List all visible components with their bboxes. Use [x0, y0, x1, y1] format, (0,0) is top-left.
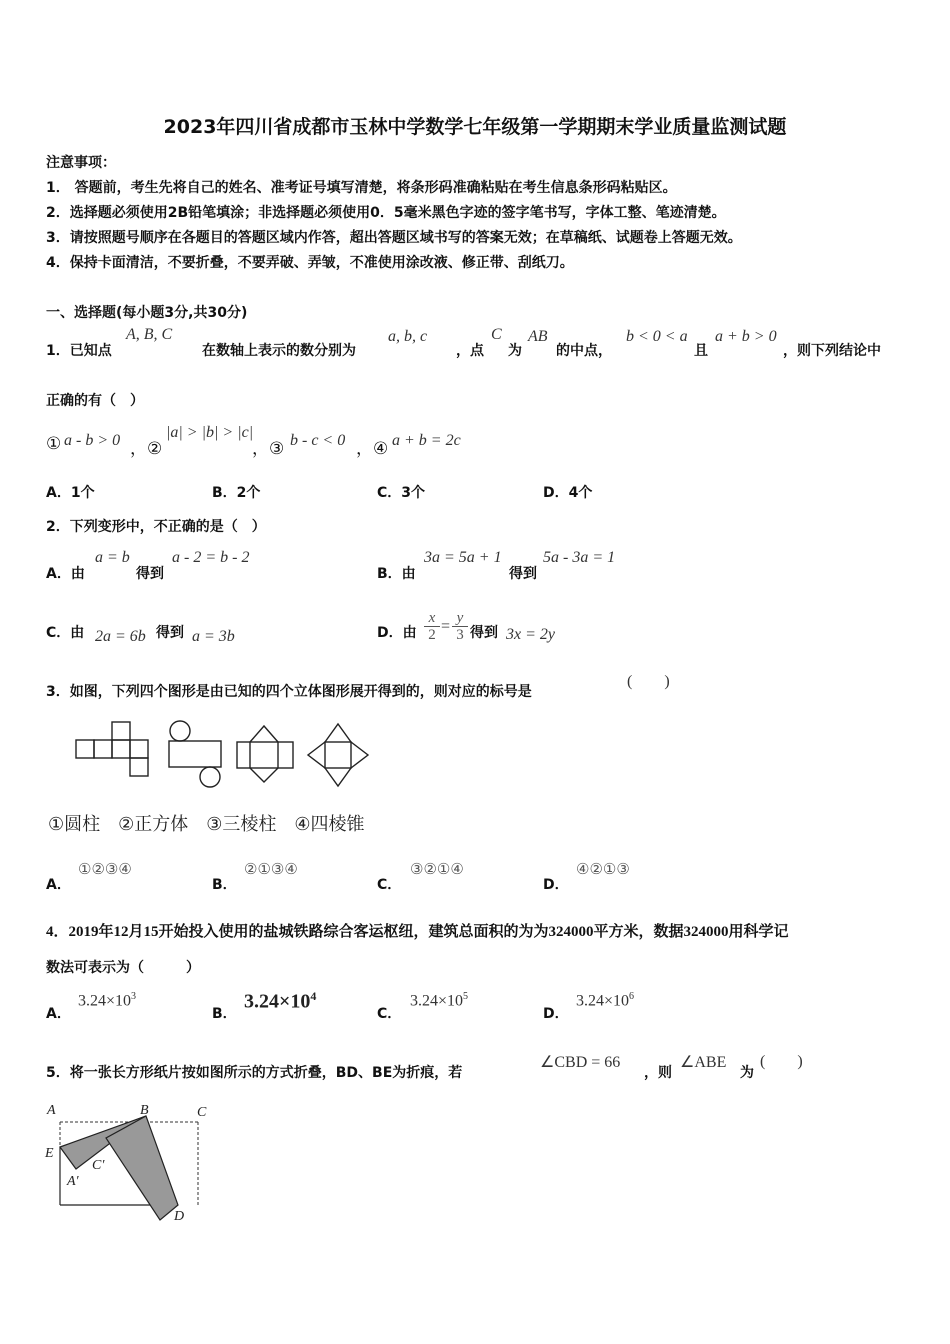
q1-stem-part2: 在数轴上表示的数分别为 — [202, 343, 356, 359]
q5-paren: ( ) — [760, 1053, 803, 1070]
q1-math-cond1: b < 0 < a — [626, 328, 688, 345]
q1-math-ab: AB — [528, 328, 548, 345]
q2-option-c-mid: 得到 — [156, 625, 184, 641]
q2-option-c-expr1: 2a = 6b — [95, 628, 146, 645]
q2-option-d-mid: 得到 — [470, 625, 498, 641]
q4-option-c-value: $3.24\times 10^5$ — [410, 991, 469, 1010]
q3-option-c-label[interactable]: C． — [377, 877, 402, 893]
q4-option-a-value: $3.24\times 10^3$ — [78, 991, 137, 1010]
q2-option-a-expr2: a - 2 = b - 2 — [172, 549, 250, 566]
q2-option-b-label[interactable]: B．由 — [377, 566, 416, 582]
notice-item-3: 3．请按照题号顺序在各题目的答题区域内作答，超出答题区域书写的答案无效；在草稿纸、试题卷上答题无效。 — [46, 230, 742, 246]
q1-statement-3: b - c < 0 — [290, 432, 346, 449]
label-c-prime: C′ — [92, 1158, 105, 1173]
q5-fold-figure — [40, 1098, 220, 1228]
q2-stem: 2．下列变形中，不正确的是（ ） — [46, 519, 266, 535]
q1-sep-1: ，② — [130, 439, 163, 459]
q1-stem-part4: 为 — [508, 343, 522, 359]
q1-sep-3: ，④ — [356, 439, 389, 459]
q1-option-b[interactable]: B．2个 — [212, 485, 261, 501]
notice-item-4: 4．保持卡面清洁，不要折叠，不要弄破、弄皱，不准使用涂改液、修正带、刮纸刀。 — [46, 255, 574, 271]
q3-stem: 3．如图，下列四个图形是由已知的四个立体图形展开得到的，则对应的标号是 — [46, 684, 532, 700]
q3-paren: ( ) — [627, 673, 670, 690]
q4-option-d-value: $3.24\times 10^6$ — [576, 991, 635, 1010]
q1-option-d[interactable]: D．4个 — [543, 485, 593, 501]
q2-option-b-expr1: 3a = 5a + 1 — [424, 549, 502, 566]
q3-solids-legend: ①圆柱 ②正方体 ③三棱柱 ④四棱锥 — [48, 814, 365, 835]
q2-option-d-frac-x: x 2 — [424, 610, 440, 643]
q1-math-points: A, B, C — [126, 326, 173, 343]
q1-statement-1: a - b > 0 — [64, 432, 121, 449]
label-e: E — [45, 1146, 54, 1161]
q4-stem: 4．2019年12月15开始投入使用的盐城铁路综合客运枢纽，建筑总面积的为为324000平方米，数据324000用科学记 — [46, 924, 789, 940]
q1-sep-2: ，③ — [252, 439, 285, 459]
net-square-pyramid — [308, 724, 368, 786]
q2-option-d-frac-y: y 3 — [452, 610, 468, 643]
q5-stem-part1: 5．将一张长方形纸片按如图所示的方式折叠，BD、BE为折痕，若 — [46, 1065, 463, 1081]
q2-option-c-label[interactable]: C．由 — [46, 625, 85, 641]
q1-stem-part3: ，点 — [456, 343, 484, 359]
q2-option-d-eq: = — [441, 618, 451, 635]
q1-stem-part1: 1．已知点 — [46, 343, 112, 359]
q1-math-c: C — [491, 326, 502, 343]
q2-option-b-mid: 得到 — [509, 566, 537, 582]
q1-statement-4: a + b = 2c — [392, 432, 461, 449]
notice-heading: 注意事项： — [46, 155, 116, 171]
q3-nets-figure — [70, 718, 380, 790]
q4-option-a-label[interactable]: A． — [46, 1006, 71, 1022]
section-heading: 一、选择题(每小题3分,共30分) — [46, 305, 248, 321]
notice-item-1: 1． 答题前，考生先将自己的姓名、准考证号填写清楚，将条形码准确粘贴在考生信息条形码粘贴区。 — [46, 180, 677, 196]
q1-option-a[interactable]: A．1个 — [46, 485, 95, 501]
label-a-prime: A′ — [67, 1174, 79, 1189]
q5-stem-part3: 为 — [740, 1065, 754, 1081]
net-cube — [76, 722, 148, 776]
q1-stem-line2: 正确的有（ ） — [46, 393, 144, 409]
q4-stem-line2: 数法可表示为（ ） — [46, 960, 200, 976]
label-d: D — [174, 1209, 185, 1224]
q1-circle-1: ① — [46, 434, 62, 454]
q5-stem-part2: ，则 — [644, 1065, 672, 1081]
net-triangular-prism — [237, 726, 293, 782]
label-c: C — [197, 1105, 207, 1120]
q3-option-a-label[interactable]: A． — [46, 877, 71, 893]
q1-option-c[interactable]: C．3个 — [377, 485, 426, 501]
q2-option-b-expr2: 5a - 3a = 1 — [543, 549, 616, 566]
q3-option-b-value: ②①③④ — [244, 862, 298, 878]
net-cylinder — [169, 721, 221, 787]
label-b: B — [140, 1103, 149, 1118]
label-a: A — [47, 1103, 56, 1118]
q2-option-a-mid: 得到 — [136, 566, 164, 582]
q1-stem-part7: ，则下列结论中 — [783, 343, 881, 359]
q3-option-d-label[interactable]: D． — [543, 877, 569, 893]
q5-math-angle-abe: ∠ABE — [680, 1054, 727, 1071]
q4-option-b-value: $3.24\times 10^4$ — [244, 989, 317, 1013]
page-title: 2023年四川省成都市玉林中学数学七年级第一学期期末学业质量监测试题 — [163, 116, 787, 138]
q5-math-angle-cbd: ∠CBD = 66 — [540, 1054, 621, 1071]
q2-option-a-label[interactable]: A．由 — [46, 566, 85, 582]
q3-option-c-value: ③②①④ — [410, 862, 464, 878]
q4-option-b-label[interactable]: B． — [212, 1006, 237, 1022]
q4-option-c-label[interactable]: C． — [377, 1006, 402, 1022]
q4-option-d-label[interactable]: D． — [543, 1006, 569, 1022]
q2-option-a-expr1: a = b — [95, 549, 130, 566]
q1-math-values: a, b, c — [388, 328, 428, 345]
q2-option-d-label[interactable]: D．由 — [377, 625, 417, 641]
q1-stem-part5: 的中点， — [556, 343, 612, 359]
q2-option-d-expr2: 3x = 2y — [506, 626, 555, 643]
q3-option-b-label[interactable]: B． — [212, 877, 237, 893]
q2-option-c-expr2: a = 3b — [192, 628, 235, 645]
notice-item-2: 2．选择题必须使用2B铅笔填涂；非选择题必须使用0．5毫米黑色字迹的签字笔书写，字体工整、笔迹清楚。 — [46, 205, 726, 221]
q1-math-cond2: a + b > 0 — [715, 328, 777, 345]
q3-option-a-value: ①②③④ — [78, 862, 132, 878]
q1-stem-part6: 且 — [694, 343, 708, 359]
q1-statement-2: |a| > |b| > |c| — [166, 424, 254, 441]
q3-option-d-value: ④②①③ — [576, 862, 630, 878]
